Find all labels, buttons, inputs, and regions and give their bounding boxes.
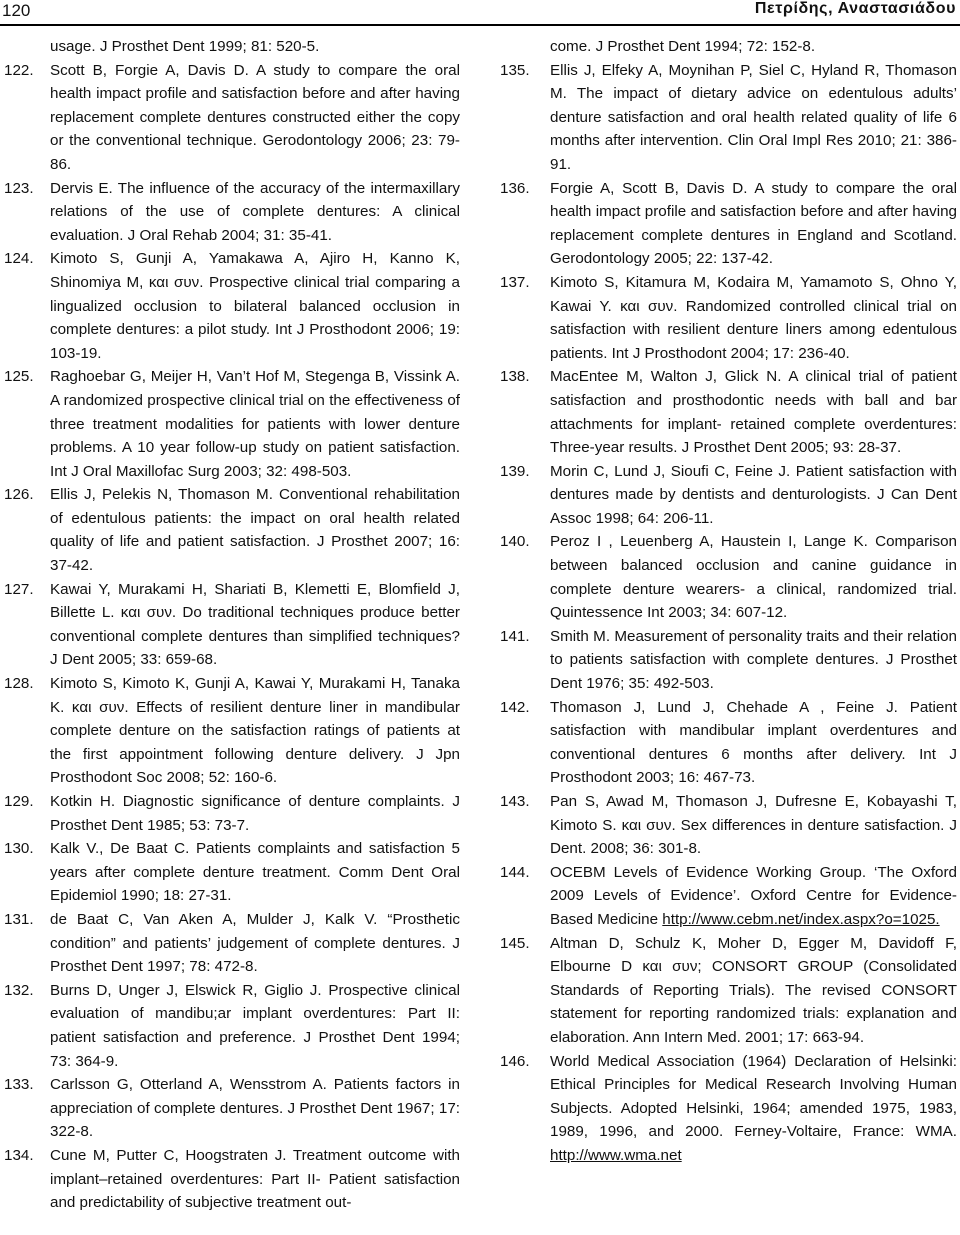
reference-body: Smith M. Measurement of personality traits and their relation to patients satisfaction with complete dentures. J Prosthet Dent 1976; 35: 492-503. — [550, 627, 957, 693]
page-header — [0, 0, 960, 24]
reference-number: 128. — [4, 675, 34, 693]
reference-text — [50, 1073, 460, 1144]
reference-number: 136. — [500, 179, 530, 197]
reference-number: 134. — [4, 1146, 34, 1164]
reference-item — [500, 59, 957, 177]
reference-body: Forgie A, Scott B, Davis D. A study to compare the oral health impact profile and satisfaction before and after having replacement complete dentures in England and Scotland. Gerodontology 2005; 22: 137-42. — [550, 179, 957, 268]
reference-text — [50, 790, 460, 837]
reference-item — [500, 861, 957, 932]
reference-body: Raghoebar G, Meijer H, Van’t Hof M, Stegenga B, Vissink A. A randomized prospective clinical trial on the effectiveness of three treatment modalities for patients with lower denture problems. A 10 year follow-up study on patient satisfaction. Int J Oral Maxillofac Surg 2003; 32: 498-503. — [50, 368, 460, 480]
reference-text — [50, 59, 460, 177]
reference-number: 141. — [500, 627, 530, 645]
reference-body: Kawai Y, Murakami H, Shariati B, Klemetti E, Blomfield J, Billette L. και συν. Do traditional techniques produce better conventional complete dentures than simplified techniques? J Dent 2005; 33: 659-68. — [50, 580, 460, 669]
reference-text — [550, 696, 957, 790]
running-head-authors: Πετρίδης, Αναστασιάδου — [754, 0, 956, 17]
reference-item — [4, 483, 460, 577]
reference-number: 144. — [500, 863, 530, 881]
reference-link[interactable]: http://www.cebm.net/index.aspx?o=1025. — [662, 910, 940, 928]
reference-number: 125. — [4, 368, 34, 386]
reference-item — [500, 530, 957, 624]
reference-body: Peroz I , Leuenberg A, Haustein I, Lange K. Comparison between balanced occlusion and canine guidance in complete denture wearers- a clinical, randomized trial. Quintessence Int 2003; 34: 607-12. — [550, 533, 957, 622]
reference-text — [550, 625, 957, 696]
left-reference-list — [4, 59, 460, 1215]
reference-text — [550, 59, 957, 177]
reference-item — [500, 177, 957, 271]
reference-item — [500, 696, 957, 790]
reference-text — [50, 365, 460, 483]
reference-number: 126. — [4, 486, 34, 504]
reference-body: Ellis J, Pelekis N, Thomason M. Conventional rehabilitation of edentulous patients: the impact on oral health related quality of life and patient satisfaction. J Prosthet 2007; 16: 37-42. — [50, 486, 460, 575]
reference-number: 139. — [500, 462, 530, 480]
page-number: 120 — [2, 1, 31, 20]
reference-text — [50, 979, 460, 1073]
reference-number: 129. — [4, 793, 34, 810]
reference-item — [4, 1073, 460, 1144]
reference-item — [4, 672, 460, 790]
reference-body: de Baat C, Van Aken A, Mulder J, Kalk V. “Prosthetic condition” and patients’ judgement of complete dentures. J Prosthet Dent 1997; 78: 472-8. — [50, 910, 460, 976]
reference-item — [4, 837, 460, 908]
reference-text — [50, 837, 460, 908]
reference-number: 135. — [500, 61, 530, 79]
reference-text — [50, 177, 460, 248]
reference-item — [4, 177, 460, 248]
left-column — [4, 35, 460, 1215]
reference-text — [550, 271, 957, 365]
reference-body: Burns D, Unger J, Elswick R, Giglio J. Prospective clinical evaluation of mandibu;ar implant overdentures: Part II: patient satisfaction and preference. J Prosthet Dent 1994; 73: 364-9. — [50, 981, 460, 1070]
reference-number: 140. — [500, 533, 530, 551]
reference-text: come. J Prosthet Dent 1994; 72: 152-8. — [550, 38, 816, 55]
reference-item — [4, 247, 460, 365]
reference-text — [50, 908, 460, 979]
reference-item — [4, 908, 460, 979]
header-rule — [0, 24, 960, 26]
reference-continuation — [4, 35, 460, 59]
reference-text — [550, 530, 957, 624]
reference-body: World Medical Association (1964) Declaration of Helsinki: Ethical Principles for Medical Research Involving Human Subjects. Adopted Helsinki, 1964; amended 1975, 1983, 1989, 1996, and 2000. Ferney-Voltaire, France: WMA. — [550, 1052, 957, 1141]
reference-body: Kimoto S, Kitamura M, Kodaira M, Yamamoto S, Ohno Y, Kawai Y. και συν. Randomized controlled clinical trial on satisfaction with resilient denture liners among edentulous patients. Int J Prosthodont 2004; 17: 236-40. — [550, 273, 957, 362]
reference-number: 132. — [4, 981, 34, 999]
reference-continuation — [500, 35, 957, 59]
reference-item — [4, 790, 460, 837]
reference-text — [550, 861, 957, 932]
reference-body: Cune M, Putter C, Hoogstraten J. Treatment outcome with implant–retained overdentures: Part II- Patient satisfaction and predictability of subjective treatment out- — [50, 1146, 460, 1212]
reference-item — [4, 979, 460, 1073]
reference-text — [550, 365, 957, 459]
reference-number: 143. — [500, 793, 530, 810]
reference-item — [4, 578, 460, 672]
reference-body: Kalk V., De Baat C. Patients complaints and satisfaction 5 years after complete denture treatment. Comm Dent Oral Epidemiol 1990; 18: 27-31. — [50, 840, 460, 905]
reference-body: Thomason J, Lund J, Chehade A , Feine J. Patient satisfaction with mandibular implant overdentures and conventional dentures 6 months after delivery. Int J Prosthodont 2003; 16: 467-73. — [550, 698, 957, 787]
reference-text — [550, 932, 957, 1050]
reference-body: Morin C, Lund J, Sioufi C, Feine J. Patient satisfaction with dentures made by dentists and denturologists. J Can Dent Assoc 1998; 64: 206-11. — [550, 462, 957, 527]
reference-text — [550, 790, 957, 861]
reference-number: 127. — [4, 580, 34, 598]
reference-item — [500, 1050, 957, 1168]
reference-number: 138. — [500, 368, 530, 386]
reference-item — [4, 59, 460, 177]
reference-item — [4, 1144, 460, 1215]
reference-text — [50, 483, 460, 577]
reference-body: Ellis J, Elfeky A, Moynihan P, Siel C, Hyland R, Thomason M. The impact of dietary advice on edentulous adults’ denture satisfaction and oral health related quality of life 6 months after intervention. Clin Oral Impl Res 2010; 21: 386-91. — [550, 61, 957, 173]
reference-item — [500, 790, 957, 861]
reference-number: 133. — [4, 1076, 34, 1094]
reference-body: OCEBM Levels of Evidence Working Group. ‘The Oxford 2009 Levels of Evidence’. Oxford Centre for Evidence-Based Medicine — [550, 863, 957, 928]
reference-link[interactable]: http://www.wma.net — [550, 1146, 682, 1164]
reference-number: 137. — [500, 273, 530, 291]
reference-number: 130. — [4, 840, 34, 858]
reference-item — [4, 365, 460, 483]
reference-item — [500, 460, 957, 531]
reference-body: Dervis E. The influence of the accuracy of the intermaxillary relations of the use of complete dentures: A clinical evaluation. J Oral Rehab 2004; 31: 35-41. — [50, 179, 460, 244]
reference-item — [500, 625, 957, 696]
reference-number: 124. — [4, 250, 34, 268]
reference-number: 142. — [500, 698, 530, 716]
reference-text: usage. J Prosthet Dent 1999; 81: 520-5. — [50, 38, 320, 55]
reference-body: Kimoto S, Gunji A, Yamakawa A, Ajiro H, Kanno K, Shinomiya M, και συν. Prospective clinical trial comparing a lingualized occlusion to bilateral balanced occlusion in complete dentures: a pilot study. Int J Prosthodont 2006; 19: 103-19. — [50, 250, 460, 362]
right-column — [500, 35, 957, 1168]
reference-body: MacEntee M, Walton J, Glick N. A clinical trial of patient satisfaction and prosthodontic needs with ball and bar attachments for implant- retained complete overdentures: Three-year results. J Prosthet Dent 2005; 93: 28-37. — [550, 368, 957, 457]
reference-body: Pan S, Awad M, Thomason J, Dufresne E, Kobayashi T, Kimoto S. και συν. Sex differences in denture satisfaction. J Dent. 2008; 36: 301-8. — [550, 793, 957, 858]
reference-item — [500, 932, 957, 1050]
reference-number: 123. — [4, 179, 34, 197]
reference-item — [500, 271, 957, 365]
reference-item — [500, 365, 957, 459]
reference-body: Altman D, Schulz K, Moher D, Egger M, Davidoff F, Elbourne D και συν; CONSORT GROUP (Consolidated Standards of Reporting Trials). The revised CONSORT statement for reporting randomized trials: explanation and elaboration. Ann Intern Med. 2001; 17: 663-94. — [550, 934, 957, 1046]
right-reference-list — [500, 59, 957, 1168]
reference-text — [50, 578, 460, 672]
reference-text — [50, 247, 460, 365]
reference-text — [550, 460, 957, 531]
reference-number: 131. — [4, 910, 34, 928]
reference-number: 145. — [500, 934, 530, 952]
reference-text — [550, 1050, 957, 1168]
reference-body: Kotkin H. Diagnostic significance of denture complaints. J Prosthet Dent 1985; 53: 73-7. — [50, 793, 460, 834]
reference-number: 146. — [500, 1052, 530, 1070]
reference-number: 122. — [4, 61, 34, 79]
reference-text — [50, 672, 460, 790]
reference-body: Scott B, Forgie A, Davis D. A study to compare the oral health impact profile and satisfaction before and after having replacement complete dentures constructed either the copy or the conventional technique. Gerodontology 2006; 23: 79-86. — [50, 61, 460, 173]
reference-body: Carlsson G, Otterland A, Wensstrom A. Patients factors in appreciation of complete dentures. J Prosthet Dent 1967; 17: 322-8. — [50, 1076, 460, 1141]
reference-text — [50, 1144, 460, 1215]
reference-text — [550, 177, 957, 271]
reference-body: Kimoto S, Kimoto K, Gunji A, Kawai Y, Murakami H, Tanaka K. και συν. Effects of resilient denture liner in mandibular complete denture on the satisfaction ratings of patients at the first appointment following denture delivery. J Jpn Prosthodont Soc 2008; 52: 160-6. — [50, 675, 460, 787]
